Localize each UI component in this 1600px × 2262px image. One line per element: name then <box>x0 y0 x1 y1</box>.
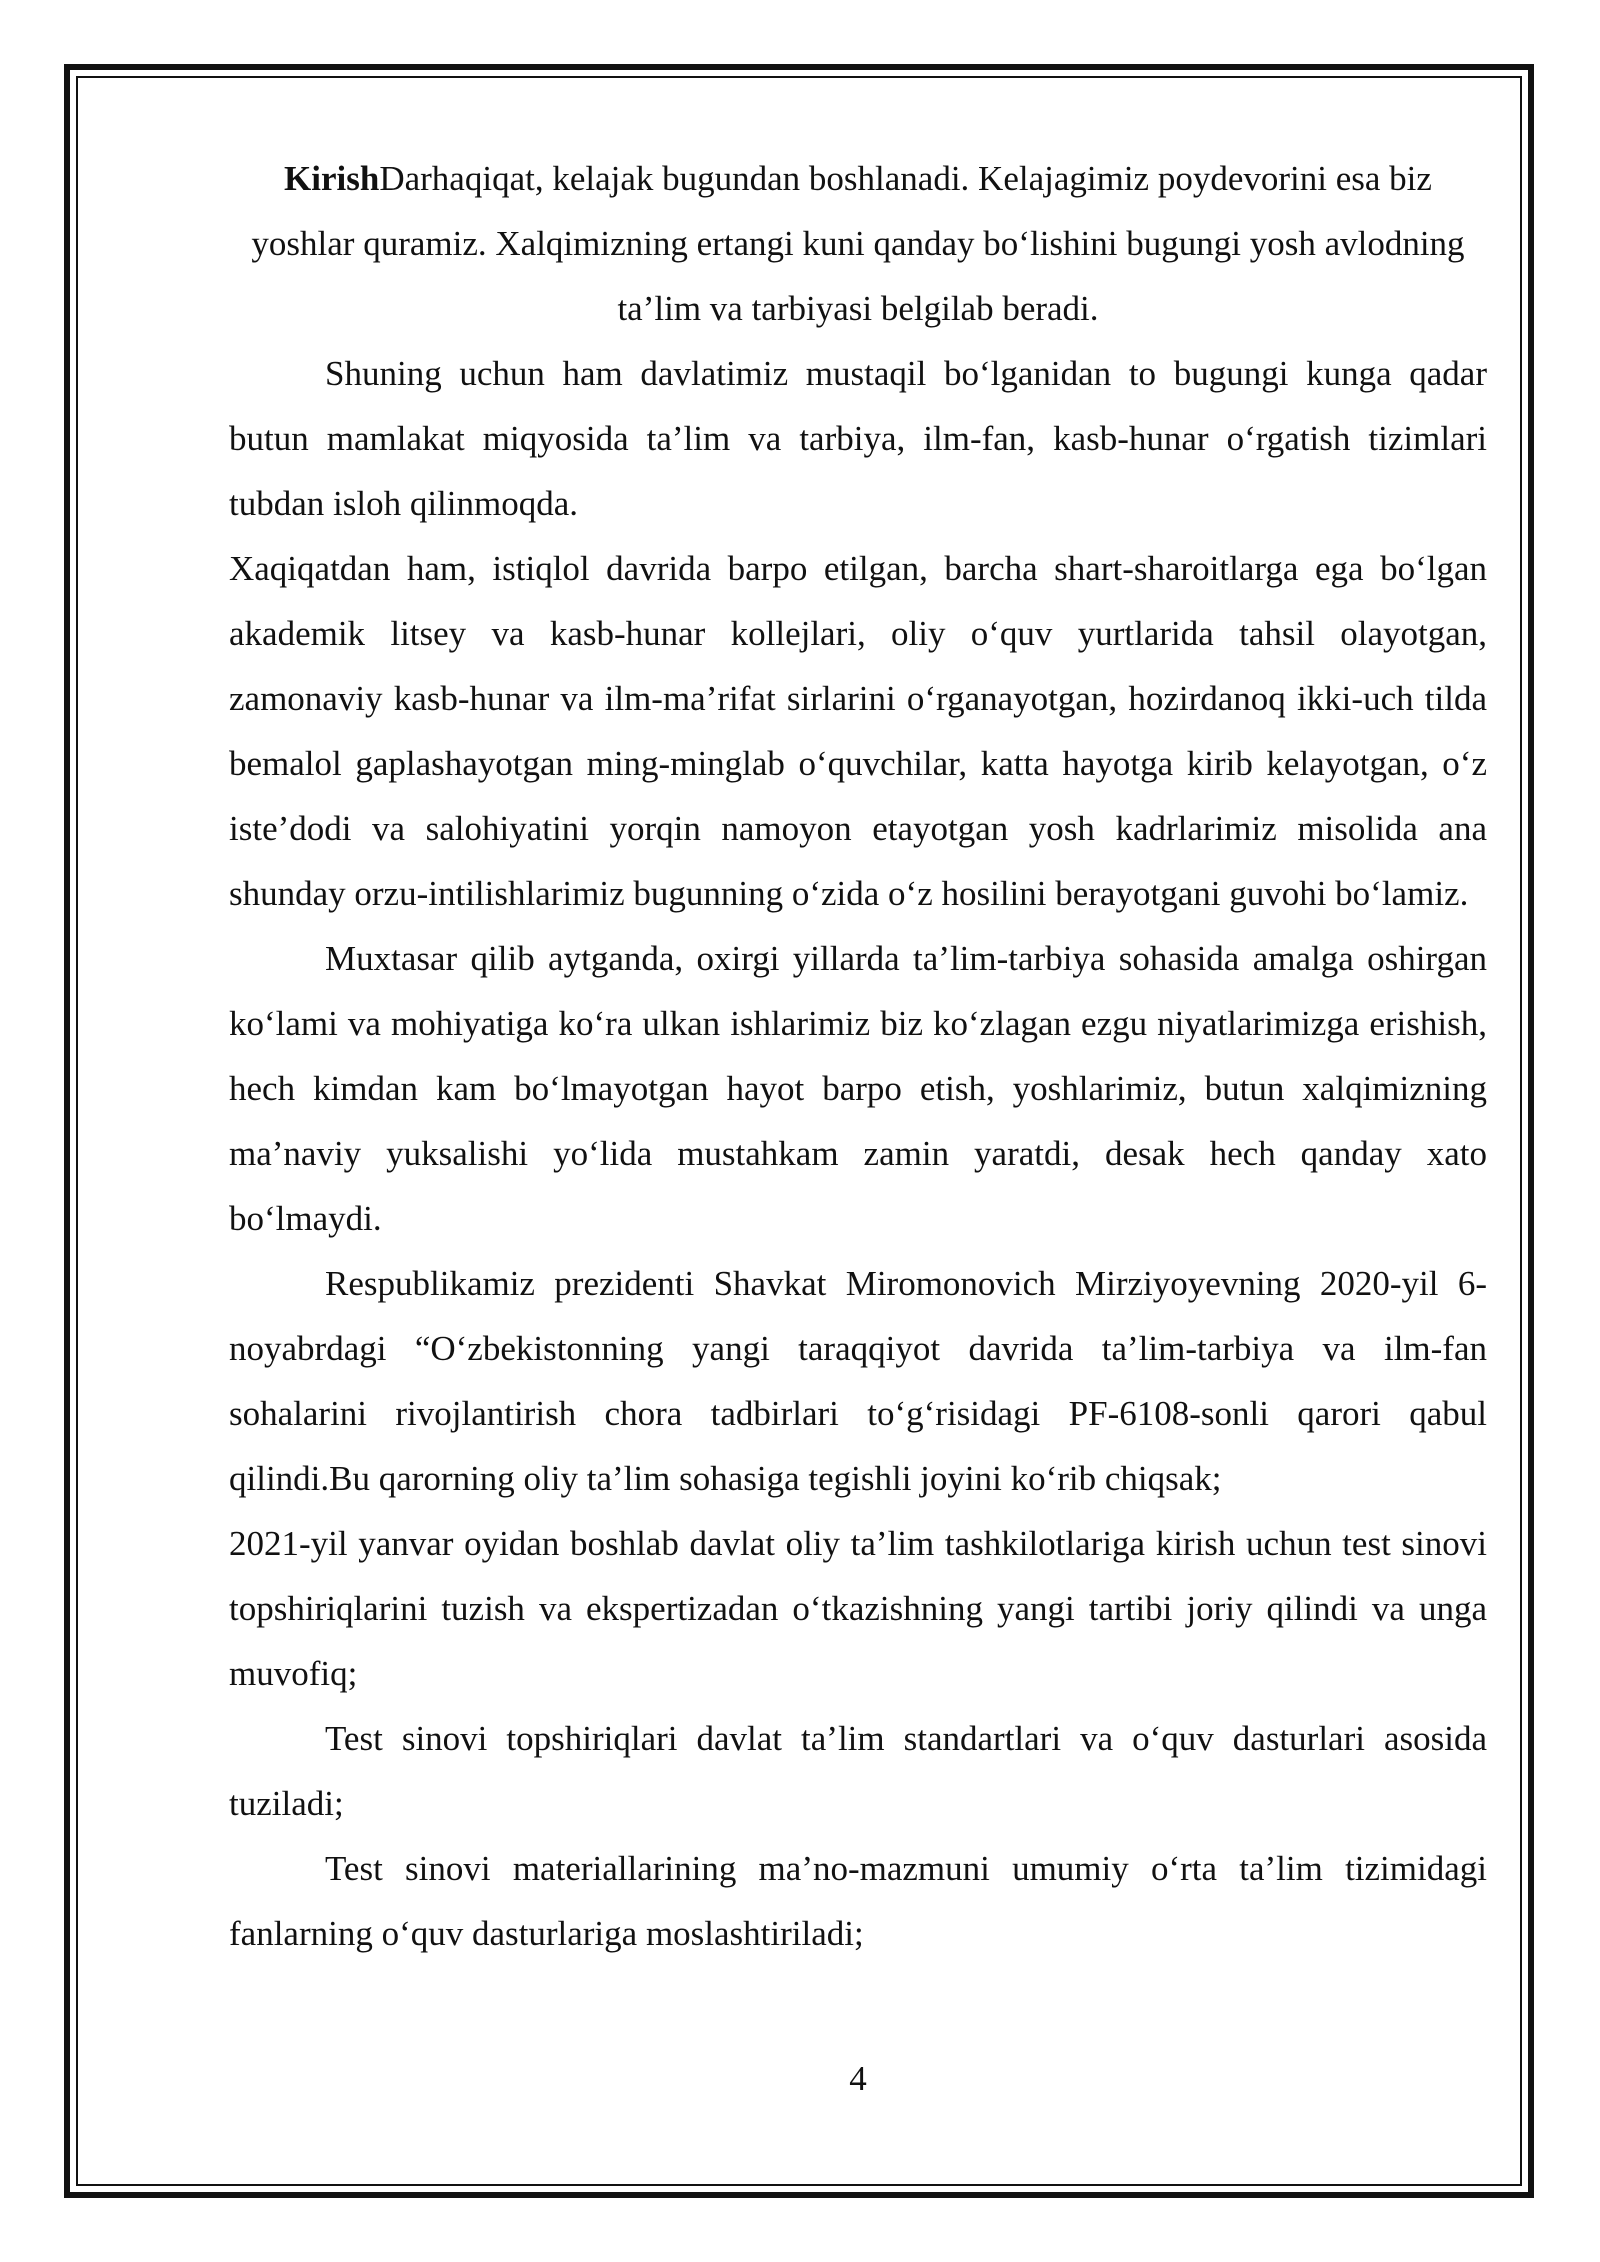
intro-paragraph <box>229 146 1487 341</box>
paragraph: Test sinovi materiallarining ma’no-mazmuni umumiy o‘rta ta’lim tizimidagi fanlarning o‘quv dasturlariga moslashtiriladi; <box>229 1849 1487 1953</box>
page-number: 4 <box>849 2059 867 2098</box>
paragraph: 2021-yil yanvar oyidan boshlab davlat oliy ta’lim tashkilotlariga kirish uchun test sinovi topshiriqlarini tuzish va ekspertizadan o‘tkazishning yangi tartibi joriy qilindi va unga muvofiq; <box>229 1524 1487 1693</box>
paragraph: Muxtasar qilib aytganda, oxirgi yillarda ta’lim-tarbiya sohasida amalga oshirgan ko‘lami va mohiyatiga ko‘ra ulkan ishlarimiz biz ko‘zlagan ezgu niyatlarimizga erishish, hech kimdan kam bo‘lmayotgan hayot barpo etish, yoshlarimiz, butun xalqimizning ma’naviy yuksalishi yo‘lida mustahkam zamin yaratdi, desak hech qanday xato bo‘lmaydi. <box>229 939 1487 1238</box>
paragraph: Respublikamiz prezidenti Shavkat Miromonovich Mirziyoyevning 2020-yil 6-noyabrdagi “O‘zbekistonning yangi taraqqiyot davrida ta’lim-tarbiya va ilm-fan sohalarini rivojlantirish chora tadbirlari to‘g‘risidagi PF-6108-sonli qarori qabul qilindi.Bu qarorning oliy ta’lim sohasiga tegishli joyini ko‘rib chiqsak; <box>229 1264 1487 1498</box>
document-body <box>229 146 1487 1966</box>
paragraph: Test sinovi topshiriqlari davlat ta’lim standartlari va o‘quv dasturlari asosida tuziladi; <box>229 1719 1487 1823</box>
paragraph: Xaqiqatdan ham, istiqlol davrida barpo etilgan, barcha shart-sharoitlarga ega bo‘lgan akademik litsey va kasb-hunar kollejlari, oliy o‘quv yurtlarida tahsil olayotgan, zamonaviy kasb-hunar va ilm-ma’rifat sirlarini o‘rganayotgan, hozirdanoq ikki-uch tilda bemalol gaplashayotgan ming-minglab o‘quvchilar, katta hayotga kirib kelayotgan, o‘z iste’dodi va salohiyatini yorqin namoyon etayotgan yosh kadrlarimiz misolida ana shunday orzu-intilishlarimiz bugunning o‘zida o‘z hosilini berayotgani guvohi bo‘lamiz. <box>229 549 1487 913</box>
section-heading: Kirish <box>284 159 380 198</box>
paragraph: Shuning uchun ham davlatimiz mustaqil bo‘lganidan to bugungi kunga qadar butun mamlakat miqyosida ta’lim va tarbiya, ilm-fan, kasb-hunar o‘rgatish tizimlari tubdan isloh qilinmoqda. <box>229 354 1487 523</box>
intro-text: Darhaqiqat, kelajak bugundan boshlanadi. Kelajagimiz poydevorini esa biz yoshlar quramiz. Xalqimizning ertangi kuni qanday bo‘lishini bugungi yosh avlodning ta’lim va tarbiyasi belgilab beradi. <box>251 159 1465 328</box>
